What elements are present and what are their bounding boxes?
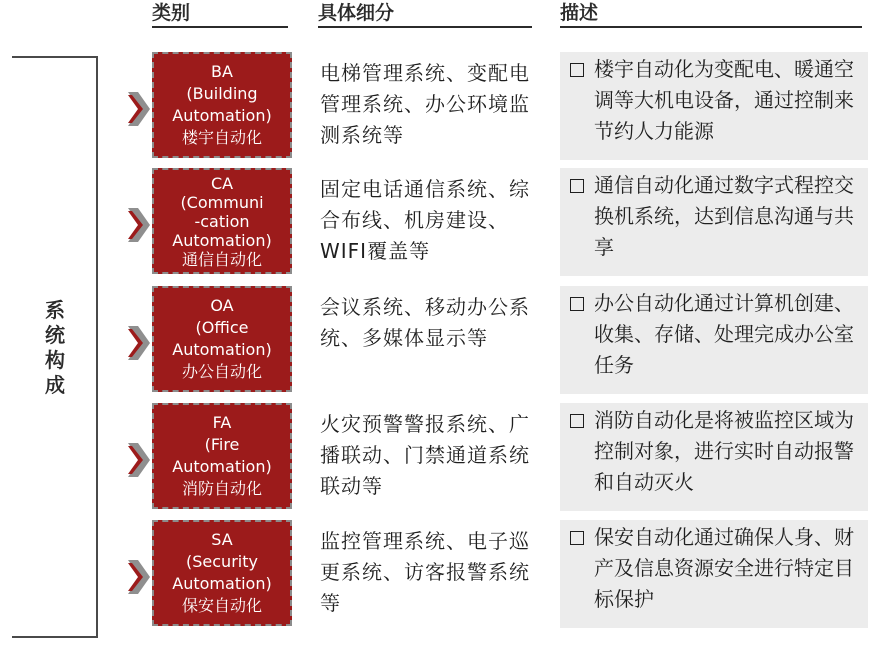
category-box-ba xyxy=(152,52,292,158)
category-chinese-name: 楼宇自动化 xyxy=(181,128,262,147)
category-english-line: Automation) xyxy=(172,574,272,593)
category-box-ca xyxy=(152,168,292,274)
description-text: 保安自动化通过确保人身、财产及信息资源安全进行特定目标保护 xyxy=(594,525,854,611)
subdivision-text: 会议系统、移动办公系统、多媒体显示等 xyxy=(320,295,530,350)
category-chinese-name: 保安自动化 xyxy=(181,596,262,615)
description-panel xyxy=(560,403,868,511)
description-text: 通信自动化通过数字式程控交换机系统，达到信息沟通与共享 xyxy=(594,173,854,259)
category-row xyxy=(0,403,880,521)
category-chinese-name: 办公自动化 xyxy=(181,362,262,381)
subdivision-text: 火灾预警警报系统、广播联动、门禁通道系统联动等 xyxy=(320,412,530,498)
subdivision-text: 监控管理系统、电子巡更系统、访客报警系统等 xyxy=(320,529,530,615)
chevron-right-icon xyxy=(128,326,154,360)
category-box-sa xyxy=(152,520,292,626)
category-code: CA xyxy=(210,173,234,193)
description-text: 消防自动化是将被监控区域为控制对象，进行实时自动报警和自动灭火 xyxy=(594,408,854,494)
subdivision-text: 固定电话通信系统、综合布线、机房建设、WIFI覆盖等 xyxy=(320,177,530,263)
checkbox-bullet-icon xyxy=(570,179,584,193)
header-category: 类别 xyxy=(152,0,288,28)
header-description: 描述 xyxy=(560,0,862,28)
description-panel xyxy=(560,286,868,394)
category-english-line: (Office xyxy=(195,318,249,337)
description-panel xyxy=(560,52,868,160)
category-english-line: Automation) xyxy=(172,340,272,359)
category-code: OA xyxy=(210,296,234,315)
category-english-line: (Building xyxy=(186,84,258,103)
description-text: 楼宇自动化为变配电、暖通空调等大机电设备，通过控制来节约人力能源 xyxy=(594,57,854,143)
chevron-right-icon xyxy=(128,208,154,242)
chevron-right-icon xyxy=(128,560,154,594)
side-label: 系 统 构 成 xyxy=(40,296,70,400)
category-english-line: Automation) xyxy=(172,106,272,125)
category-chinese-name: 消防自动化 xyxy=(181,479,262,498)
category-chinese-name: 通信自动化 xyxy=(181,249,262,269)
description-panel xyxy=(560,520,868,628)
description-panel xyxy=(560,168,868,276)
category-code: SA xyxy=(211,530,233,549)
category-english-line: -cation xyxy=(194,211,250,231)
checkbox-bullet-icon xyxy=(570,63,584,77)
chevron-right-icon xyxy=(128,443,154,477)
category-english-line: (Communi xyxy=(180,192,264,212)
subdivision-text: 电梯管理系统、变配电管理系统、办公环境监测系统等 xyxy=(320,61,530,147)
description-text: 办公自动化通过计算机创建、收集、存储、处理完成办公室任务 xyxy=(594,291,854,377)
checkbox-bullet-icon xyxy=(570,297,584,311)
header-subdivision: 具体细分 xyxy=(318,0,532,28)
checkbox-bullet-icon xyxy=(570,414,584,428)
category-code: BA xyxy=(211,62,233,81)
category-row xyxy=(0,520,880,638)
category-box-fa xyxy=(152,403,292,509)
category-english-line: Automation) xyxy=(172,457,272,476)
category-row xyxy=(0,168,880,286)
category-code: FA xyxy=(212,413,232,432)
chevron-right-icon xyxy=(128,92,154,126)
category-row xyxy=(0,52,880,170)
category-english-line: (Security xyxy=(186,552,258,571)
checkbox-bullet-icon xyxy=(570,531,584,545)
category-english-line: (Fire xyxy=(204,435,240,454)
category-row xyxy=(0,286,880,404)
category-box-oa xyxy=(152,286,292,392)
category-english-line: Automation) xyxy=(172,230,272,250)
